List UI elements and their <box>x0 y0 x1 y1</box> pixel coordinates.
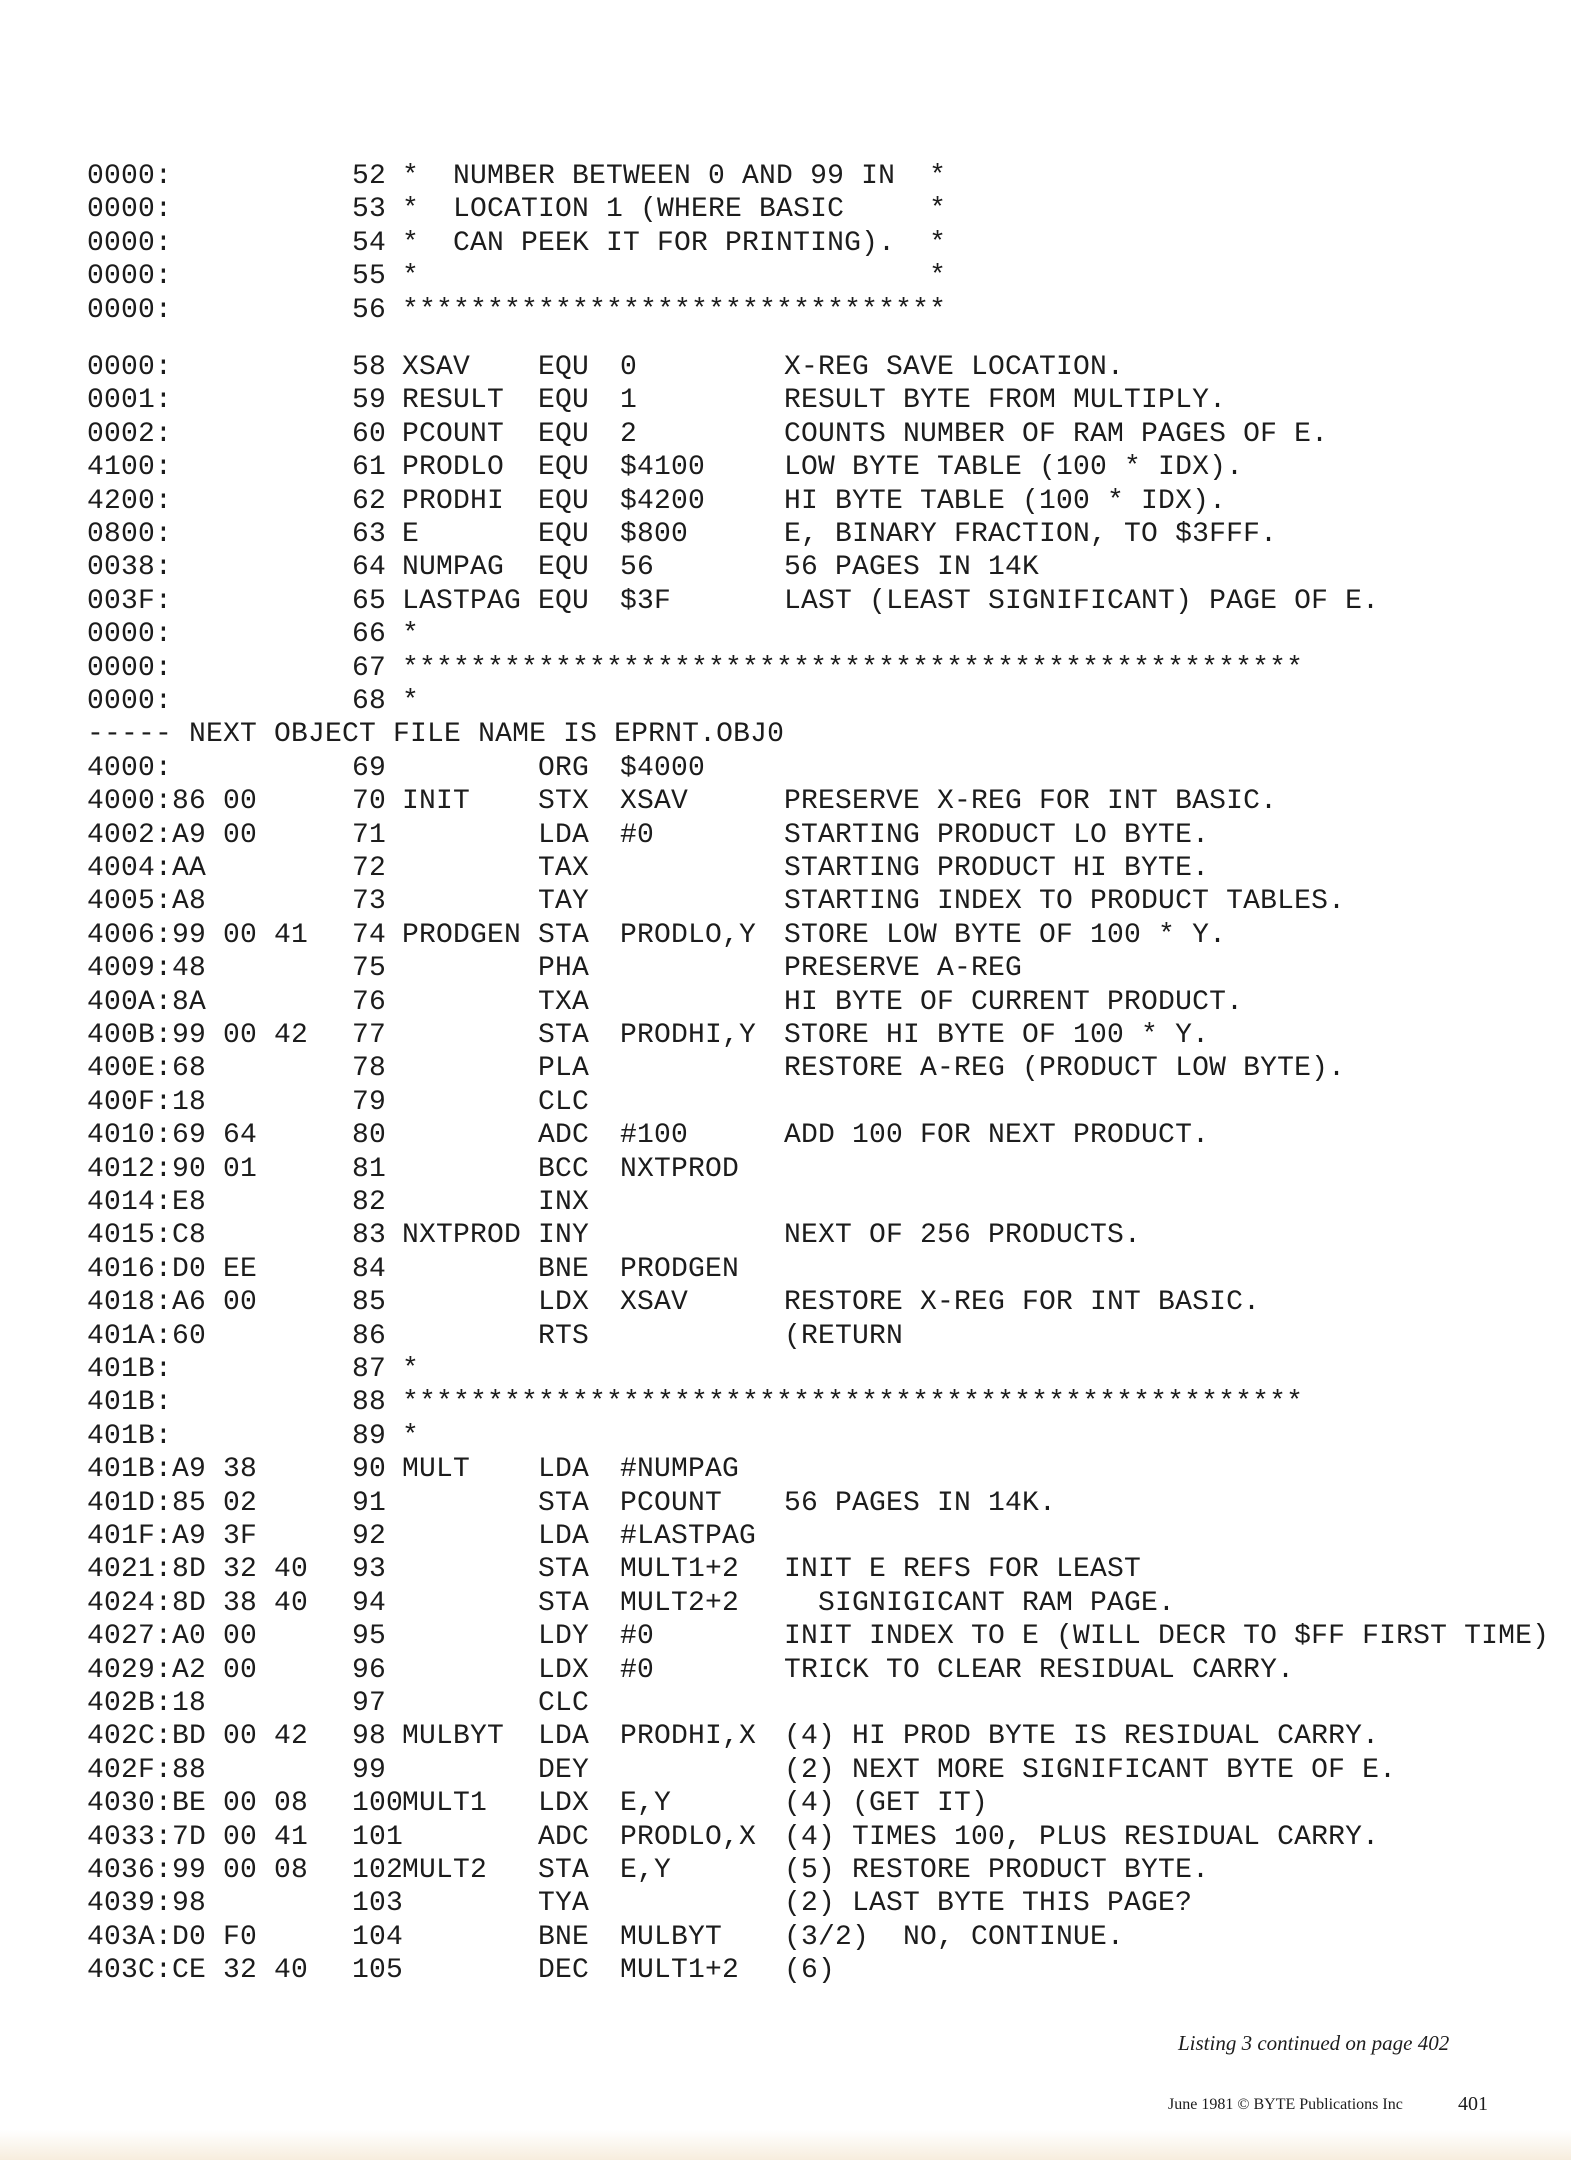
address-bytes: 401B:A9 38 <box>87 1454 258 1486</box>
operand: 56 <box>620 552 655 584</box>
line-number: 101 <box>352 1821 404 1853</box>
opcode: LDX <box>538 1654 590 1686</box>
comment-block: * NUMBER BETWEEN 0 AND 99 IN * <box>402 161 947 192</box>
comment: (4) TIMES 100, PLUS RESIDUAL CARRY. <box>784 1821 1380 1853</box>
opcode: INY <box>538 1220 590 1252</box>
address-bytes: 401B: <box>87 1354 173 1385</box>
line-number: 61 <box>352 452 387 484</box>
comment-block: * LOCATION 1 (WHERE BASIC * <box>402 194 947 226</box>
opcode: TYA <box>538 1888 590 1920</box>
comment-block: * CAN PEEK IT FOR PRINTING). * <box>402 227 947 259</box>
address-bytes: 400B:99 00 42 <box>87 1020 309 1051</box>
comment: (2) NEXT MORE SIGNIFICANT BYTE OF E. <box>784 1754 1397 1786</box>
line-number: 67 <box>352 652 387 684</box>
comment-block: * <box>402 686 420 717</box>
comment: STARTING PRODUCT HI BYTE. <box>784 853 1210 884</box>
comment: TRICK TO CLEAR RESIDUAL CARRY. <box>784 1654 1295 1686</box>
label: NUMPAG <box>402 552 505 584</box>
opcode: BNE <box>538 1253 590 1285</box>
address-bytes: 402F:88 <box>87 1754 207 1786</box>
address-bytes: 0000: <box>87 686 173 717</box>
line-number: 58 <box>352 352 387 383</box>
opcode: PHA <box>538 953 590 985</box>
address-bytes: 0038: <box>87 552 173 584</box>
label: MULT2 <box>402 1855 488 1886</box>
operand: $800 <box>620 519 689 550</box>
address-bytes: 401B: <box>87 1387 173 1419</box>
address-bytes: 4000: <box>87 752 173 784</box>
address-bytes: 4021:8D 32 40 <box>87 1554 309 1586</box>
opcode: STA <box>538 1487 590 1519</box>
operand: #100 <box>620 1120 689 1152</box>
comment: LAST (LEAST SIGNIFICANT) PAGE OF E. <box>784 585 1380 617</box>
address-bytes: 4012:90 01 <box>87 1153 258 1185</box>
opcode: LDX <box>538 1788 590 1820</box>
address-bytes: 0000: <box>87 652 173 684</box>
operand: $4100 <box>620 452 706 484</box>
line-number: 76 <box>352 986 387 1018</box>
comment: HI BYTE OF CURRENT PRODUCT. <box>784 986 1244 1018</box>
address-bytes: 0000: <box>87 619 173 651</box>
line-number: 80 <box>352 1120 387 1152</box>
line-number: 89 <box>352 1420 387 1452</box>
line-number: 97 <box>352 1688 387 1719</box>
comment: PRESERVE A-REG <box>784 953 1023 985</box>
comment: E, BINARY FRACTION, TO $3FFF. <box>784 519 1278 550</box>
address-bytes: 4018:A6 00 <box>87 1287 258 1319</box>
line-number: 96 <box>352 1654 387 1686</box>
address-bytes: 003F: <box>87 585 173 617</box>
operand: PCOUNT <box>620 1487 723 1519</box>
opcode: LDA <box>538 1721 590 1753</box>
line-number: 81 <box>352 1153 387 1185</box>
label: MULT1 <box>402 1788 488 1820</box>
address-bytes: 4004:AA <box>87 853 207 884</box>
opcode: RTS <box>538 1320 590 1352</box>
comment-block: ***************************************************** <box>402 1387 1304 1419</box>
operand: 2 <box>620 418 638 450</box>
opcode: ORG <box>538 752 590 784</box>
operand: XSAV <box>620 786 689 818</box>
address-bytes: 0000: <box>87 352 173 383</box>
address-bytes: 402B:18 <box>87 1688 207 1719</box>
address-bytes: 4027:A0 00 <box>87 1621 258 1653</box>
address-bytes: 401A:60 <box>87 1320 207 1352</box>
line-number: 75 <box>352 953 387 985</box>
opcode: EQU <box>538 385 590 417</box>
comment: (5) RESTORE PRODUCT BYTE. <box>784 1855 1210 1886</box>
address-bytes: 401B: <box>87 1420 173 1452</box>
operand: #NUMPAG <box>620 1454 740 1486</box>
comment: PRESERVE X-REG FOR INT BASIC. <box>784 786 1278 818</box>
opcode: EQU <box>538 352 590 383</box>
address-bytes: 0000: <box>87 294 173 326</box>
comment: STORE HI BYTE OF 100 * Y. <box>784 1020 1210 1051</box>
line-number: 85 <box>352 1287 387 1319</box>
comment: (RETURN <box>784 1320 904 1352</box>
opcode: LDY <box>538 1621 590 1653</box>
label: XSAV <box>402 352 471 383</box>
operand: #0 <box>620 1654 655 1686</box>
comment: INIT E REFS FOR LEAST <box>784 1554 1142 1586</box>
line-number: 52 <box>352 161 387 192</box>
comment-block: * <box>402 619 420 651</box>
comment: STORE LOW BYTE OF 100 * Y. <box>784 919 1227 951</box>
opcode: BNE <box>538 1921 590 1953</box>
opcode: LDA <box>538 1454 590 1486</box>
operand: PRODLO,Y <box>620 919 757 951</box>
page-number: 401 <box>1458 2093 1488 2115</box>
address-bytes: 4009:48 <box>87 953 207 985</box>
label: PRODLO <box>402 452 505 484</box>
opcode: STX <box>538 786 590 818</box>
address-bytes: 0800: <box>87 519 173 550</box>
line-number: 84 <box>352 1253 387 1285</box>
opcode: STA <box>538 1855 590 1886</box>
operand: XSAV <box>620 1287 689 1319</box>
opcode: EQU <box>538 519 590 550</box>
comment: (2) LAST BYTE THIS PAGE? <box>784 1888 1193 1920</box>
line-number: 86 <box>352 1320 387 1352</box>
publication-info: June 1981 © BYTE Publications Inc <box>1168 2096 1403 2113</box>
comment: STARTING PRODUCT LO BYTE. <box>784 819 1210 851</box>
address-bytes: 403A:D0 F0 <box>87 1921 258 1953</box>
opcode: DEY <box>538 1754 590 1786</box>
comment: 56 PAGES IN 14K <box>784 552 1040 584</box>
address-bytes: 0001: <box>87 385 173 417</box>
address-bytes: 4006:99 00 41 <box>87 919 309 951</box>
opcode: PLA <box>538 1053 590 1085</box>
line-number: 98 <box>352 1721 387 1753</box>
comment: X-REG SAVE LOCATION. <box>784 352 1125 383</box>
address-bytes: 402C:BD 00 42 <box>87 1721 309 1753</box>
opcode: ADC <box>538 1120 590 1152</box>
operand: #0 <box>620 819 655 851</box>
comment-block: * <box>402 1420 420 1452</box>
comment: COUNTS NUMBER OF RAM PAGES OF E. <box>784 418 1329 450</box>
line-number: 87 <box>352 1354 387 1385</box>
comment: (4) (GET IT) <box>784 1788 989 1820</box>
line-number: 92 <box>352 1521 387 1552</box>
line-number: 78 <box>352 1053 387 1085</box>
opcode: EQU <box>538 452 590 484</box>
comment: RESTORE A-REG (PRODUCT LOW BYTE). <box>784 1053 1346 1085</box>
line-number: 56 <box>352 294 387 326</box>
operand: MULBYT <box>620 1921 723 1953</box>
line-number: 74 <box>352 919 387 951</box>
opcode: EQU <box>538 585 590 617</box>
line-number: 103 <box>352 1888 404 1920</box>
operand: MULT2+2 <box>620 1587 740 1619</box>
line-number: 70 <box>352 786 387 818</box>
operand: NXTPROD <box>620 1153 740 1185</box>
comment: INIT INDEX TO E (WILL DECR TO $FF FIRST TIME) <box>784 1621 1550 1653</box>
line-number: 66 <box>352 619 387 651</box>
line-number: 91 <box>352 1487 387 1519</box>
line-number: 54 <box>352 227 387 259</box>
operand: E,Y <box>620 1855 672 1886</box>
object-file-line: ----- NEXT OBJECT FILE NAME IS EPRNT.OBJ0 <box>87 719 785 751</box>
opcode: STA <box>538 919 590 951</box>
label: NXTPROD <box>402 1220 522 1252</box>
line-number: 55 <box>352 261 387 293</box>
opcode: TAX <box>538 853 590 884</box>
comment: (3/2) NO, CONTINUE. <box>784 1921 1125 1953</box>
comment: RESTORE X-REG FOR INT BASIC. <box>784 1287 1261 1319</box>
line-number: 90 <box>352 1454 387 1486</box>
address-bytes: 4200: <box>87 485 173 517</box>
address-bytes: 4014:E8 <box>87 1187 207 1218</box>
comment-block: * <box>402 1354 420 1385</box>
address-bytes: 4030:BE 00 08 <box>87 1788 309 1820</box>
comment: STARTING INDEX TO PRODUCT TABLES. <box>784 886 1346 918</box>
address-bytes: 400E:68 <box>87 1053 207 1085</box>
opcode: EQU <box>538 485 590 517</box>
address-bytes: 0000: <box>87 261 173 293</box>
operand: PRODGEN <box>620 1253 740 1285</box>
comment: ADD 100 FOR NEXT PRODUCT. <box>784 1120 1210 1152</box>
line-number: 59 <box>352 385 387 417</box>
address-bytes: 4029:A2 00 <box>87 1654 258 1686</box>
paper-edge <box>0 2130 1571 2160</box>
comment: LOW BYTE TABLE (100 * IDX). <box>784 452 1244 484</box>
line-number: 94 <box>352 1587 387 1619</box>
opcode: TAY <box>538 886 590 918</box>
label: PRODGEN <box>402 919 522 951</box>
address-bytes: 400A:8A <box>87 986 207 1018</box>
comment: SIGNIGICANT RAM PAGE. <box>784 1587 1176 1619</box>
address-bytes: 4036:99 00 08 <box>87 1855 309 1886</box>
line-number: 93 <box>352 1554 387 1586</box>
line-number: 105 <box>352 1955 404 1987</box>
operand: $4000 <box>620 752 706 784</box>
address-bytes: 4024:8D 38 40 <box>87 1587 309 1619</box>
operand: E,Y <box>620 1788 672 1820</box>
comment: NEXT OF 256 PRODUCTS. <box>784 1220 1142 1252</box>
address-bytes: 4039:98 <box>87 1888 207 1920</box>
line-number: 63 <box>352 519 387 550</box>
line-number: 83 <box>352 1220 387 1252</box>
operand: 0 <box>620 352 638 383</box>
line-number: 71 <box>352 819 387 851</box>
opcode: ADC <box>538 1821 590 1853</box>
line-number: 65 <box>352 585 387 617</box>
line-number: 62 <box>352 485 387 517</box>
opcode: CLC <box>538 1086 590 1118</box>
line-number: 77 <box>352 1020 387 1051</box>
line-number: 73 <box>352 886 387 918</box>
label: PRODHI <box>402 485 505 517</box>
label: INIT <box>402 786 471 818</box>
label: E <box>402 519 420 550</box>
line-number: 69 <box>352 752 387 784</box>
operand: $3F <box>620 585 672 617</box>
address-bytes: 0000: <box>87 194 173 226</box>
address-bytes: 401F:A9 3F <box>87 1521 258 1552</box>
address-bytes: 0000: <box>87 227 173 259</box>
opcode: CLC <box>538 1688 590 1719</box>
line-number: 104 <box>352 1921 404 1953</box>
comment-block: ***************************************************** <box>402 652 1304 684</box>
address-bytes: 4100: <box>87 452 173 484</box>
label: PCOUNT <box>402 418 505 450</box>
operand: PRODLO,X <box>620 1821 757 1853</box>
opcode: DEC <box>538 1955 590 1987</box>
opcode: TXA <box>538 986 590 1018</box>
address-bytes: 0002: <box>87 418 173 450</box>
line-number: 88 <box>352 1387 387 1419</box>
address-bytes: 4000:86 00 <box>87 786 258 818</box>
comment: HI BYTE TABLE (100 * IDX). <box>784 485 1227 517</box>
address-bytes: 401D:85 02 <box>87 1487 258 1519</box>
opcode: LDA <box>538 1521 590 1552</box>
line-number: 53 <box>352 194 387 226</box>
operand: #0 <box>620 1621 655 1653</box>
comment: (4) HI PROD BYTE IS RESIDUAL CARRY. <box>784 1721 1380 1753</box>
operand: 1 <box>620 385 638 417</box>
line-number: 79 <box>352 1086 387 1118</box>
operand: $4200 <box>620 485 706 517</box>
opcode: LDA <box>538 819 590 851</box>
opcode: STA <box>538 1554 590 1586</box>
line-number: 68 <box>352 686 387 717</box>
address-bytes: 4002:A9 00 <box>87 819 258 851</box>
opcode: STA <box>538 1020 590 1051</box>
label: RESULT <box>402 385 505 417</box>
opcode: BCC <box>538 1153 590 1185</box>
address-bytes: 4015:C8 <box>87 1220 207 1252</box>
operand: PRODHI,Y <box>620 1020 757 1051</box>
operand: #LASTPAG <box>620 1521 757 1552</box>
opcode: EQU <box>538 418 590 450</box>
address-bytes: 0000: <box>87 161 173 192</box>
comment: (6) <box>784 1955 836 1987</box>
address-bytes: 400F:18 <box>87 1086 207 1118</box>
opcode: STA <box>538 1587 590 1619</box>
address-bytes: 4016:D0 EE <box>87 1253 258 1285</box>
comment-block: ******************************** <box>402 294 947 326</box>
address-bytes: 403C:CE 32 40 <box>87 1955 309 1987</box>
address-bytes: 4005:A8 <box>87 886 207 918</box>
line-number: 99 <box>352 1754 387 1786</box>
comment-block: * * <box>402 261 947 293</box>
label: LASTPAG <box>402 585 522 617</box>
line-number: 102 <box>352 1855 404 1886</box>
opcode: EQU <box>538 552 590 584</box>
opcode: LDX <box>538 1287 590 1319</box>
line-number: 64 <box>352 552 387 584</box>
line-number: 82 <box>352 1187 387 1218</box>
opcode: INX <box>538 1187 590 1218</box>
line-number: 95 <box>352 1621 387 1653</box>
operand: MULT1+2 <box>620 1955 740 1987</box>
address-bytes: 4033:7D 00 41 <box>87 1821 309 1853</box>
comment: RESULT BYTE FROM MULTIPLY. <box>784 385 1227 417</box>
comment: 56 PAGES IN 14K. <box>784 1487 1057 1519</box>
label: MULT <box>402 1454 471 1486</box>
continued-note: Listing 3 continued on page 402 <box>1178 2031 1450 2055</box>
address-bytes: 4010:69 64 <box>87 1120 258 1152</box>
operand: PRODHI,X <box>620 1721 757 1753</box>
operand: MULT1+2 <box>620 1554 740 1586</box>
label: MULBYT <box>402 1721 505 1753</box>
line-number: 100 <box>352 1788 404 1820</box>
line-number: 60 <box>352 418 387 450</box>
line-number: 72 <box>352 853 387 884</box>
